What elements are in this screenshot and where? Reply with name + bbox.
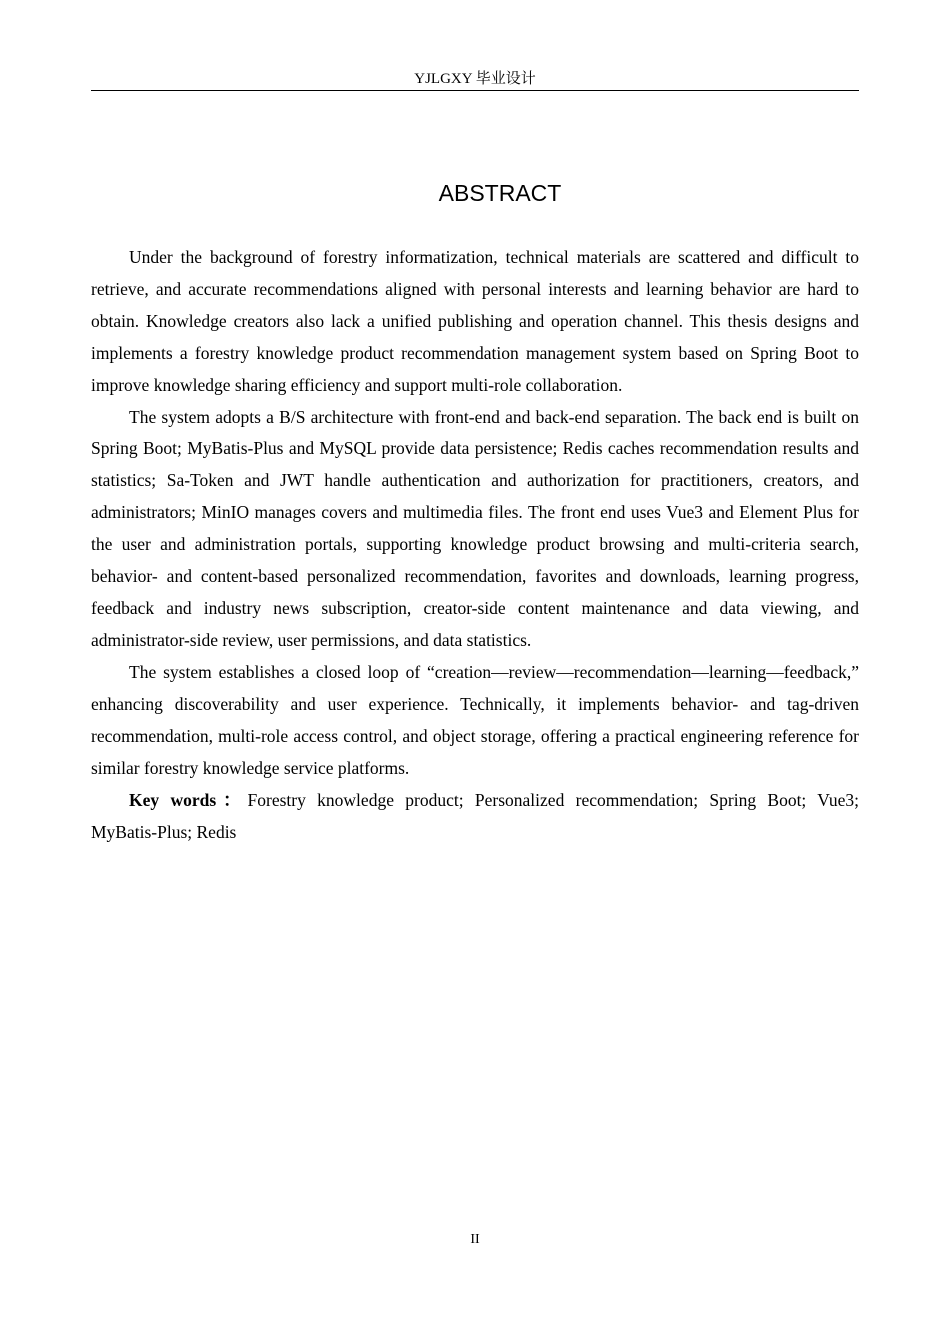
page-number: II xyxy=(470,1232,480,1247)
page-header xyxy=(91,68,859,91)
abstract-body xyxy=(91,242,859,849)
keywords-label: Key words： xyxy=(129,790,248,811)
abstract-paragraph-3: The system establishes a closed loop of “creation—review—recommendation—learning—feedback,” enhancing discoverability and user experience. Technically, it implements behavior- and tag-driven recommendation, multi-role access control, and object storage, offering a practical engineering reference for similar forestry knowledge service platforms. xyxy=(91,661,859,778)
abstract-paragraph-1: Under the background of forestry informatization, technical materials are scattered and difficult to retrieve, and accurate recommendations aligned with personal interests and learning behavior are hard to obtain. Knowledge creators also lack a unified publishing and operation channel. This thesis designs and implements a forestry knowledge product recommendation management system based on Spring Boot to improve knowledge sharing efficiency and support multi-role collaboration. xyxy=(91,247,859,395)
header-text: YJLGXY 毕业设计 xyxy=(414,71,536,87)
keywords-text: Forestry knowledge product; Personalized recommendation; Spring Boot; Vue3; MyBatis-Plus; Redis xyxy=(91,790,860,843)
abstract-paragraph-2: The system adopts a B/S architecture with front-end and back-end separation. The back end is built on Spring Boot; MyBatis-Plus and MySQL provide data persistence; Redis caches recommendation results and statistics; Sa-Token and JWT handle authentication and authorization for practitioners, creators, and administrators; MinIO manages covers and multimedia files. The front end uses Vue3 and Element Plus for the user and administration portals, supporting knowledge product browsing and multi-criteria search, behavior- and content-based personalized recommendation, favorites and downloads, learning progress, feedback and industry news subscription, creator-side content maintenance and data viewing, and administrator-side review, user permissions, and data statistics. xyxy=(91,406,859,650)
keywords-line xyxy=(91,785,859,849)
abstract-title: ABSTRACT xyxy=(438,180,562,206)
